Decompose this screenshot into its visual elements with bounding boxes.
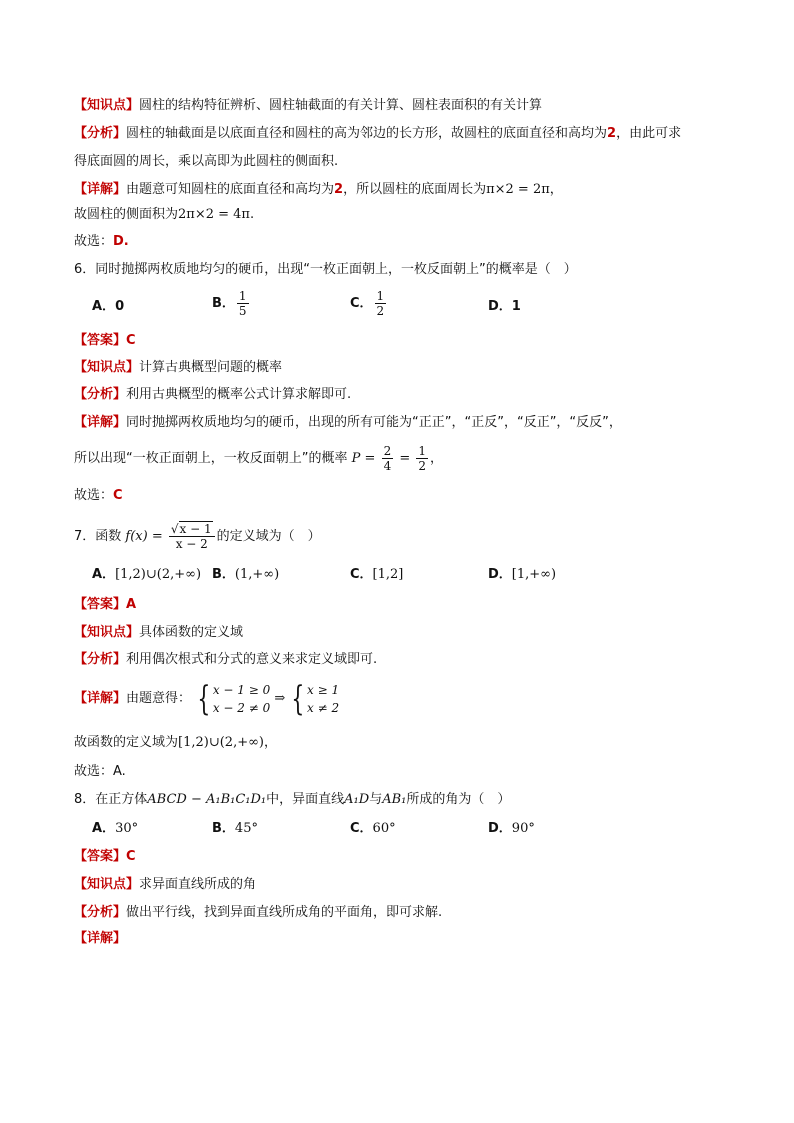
- knowledge-text: 圆柱的结构特征辨析、圆柱轴截面的有关计算、圆柱表面积的有关计算: [139, 98, 543, 113]
- q7-stem: [74, 522, 321, 551]
- q7-option-d[interactable]: [488, 566, 556, 584]
- option-value: 45°: [234, 821, 258, 836]
- q7-knowledge-line: [74, 624, 243, 642]
- answer-tag: 【答案】: [74, 849, 127, 864]
- detail-math-2: 2π×2 = 4π: [178, 207, 250, 222]
- analysis-tag: 【分析】: [74, 905, 127, 920]
- option-letter: B．: [212, 296, 235, 311]
- knowledge-tag: 【知识点】: [74, 360, 140, 375]
- q7-analysis-line: [74, 651, 377, 669]
- option-value: [1,+∞): [511, 567, 557, 582]
- q8-option-b[interactable]: [212, 820, 258, 838]
- stem-prefix: 8．在正方体: [74, 792, 148, 807]
- knowledge-tag: 【知识点】: [74, 98, 140, 113]
- detail-text: 同时抛掷两枚质地均匀的硬币，出现的所有可能为“正正”，“正反”，“反正”，“反反”，: [126, 415, 622, 430]
- q5-knowledge-line: [74, 97, 542, 115]
- inequality-system-1: x − 1 ≥ 0 x − 2 ≠ 0: [212, 682, 271, 715]
- fraction-2-4: $\frac{2}{4}$: [383, 444, 392, 473]
- q7-answer-line: [74, 596, 136, 614]
- option-value: 30°: [115, 821, 139, 836]
- analysis-text-cont: ，由此可求: [616, 126, 682, 141]
- stem-suffix: 所成的角为（ ）: [406, 792, 511, 807]
- q8-stem: [74, 791, 510, 809]
- option-letter: A．: [92, 567, 116, 582]
- fraction-1-2: $\frac{1}{2}$: [418, 444, 427, 473]
- left-brace: {: [197, 678, 211, 719]
- analysis-tag: 【分析】: [74, 126, 127, 141]
- answer-value: C: [126, 333, 136, 348]
- conclusion-math: [1,2)∪(2,+∞): [178, 735, 264, 750]
- choose-label: 故选：: [74, 234, 114, 249]
- line-ab1: AB₁: [382, 792, 407, 807]
- option-letter: B．: [212, 821, 235, 836]
- detail-tag: 【详解】: [74, 931, 127, 946]
- analysis-text: 做出平行线，找到异面直线所成角的平面角，即可求解.: [126, 905, 443, 920]
- option-letter: C．: [350, 821, 373, 836]
- function-expr: f(x) =: [125, 529, 163, 544]
- option-letter: C．: [350, 567, 373, 582]
- stem-mid2: 与: [369, 792, 383, 807]
- line-a1d: A₁D: [344, 792, 370, 807]
- conclusion-text: 故函数的定义域为: [74, 735, 179, 750]
- analysis-tag: 【分析】: [74, 652, 127, 667]
- detail-number: 2: [334, 182, 344, 197]
- q5-detail-line: [74, 181, 563, 199]
- q6-option-c[interactable]: [350, 289, 388, 318]
- equals-sign-2: =: [399, 451, 411, 466]
- knowledge-text: 计算古典概型问题的概率: [139, 360, 283, 375]
- q8-detail-line: [74, 930, 126, 948]
- option-letter: C．: [350, 296, 373, 311]
- q6-probability-line: [74, 444, 443, 473]
- q8-option-a[interactable]: [92, 820, 138, 838]
- stem-prefix: 7．函数: [74, 529, 122, 544]
- option-fraction: $\frac{1}{2}$: [376, 289, 385, 318]
- analysis-text-end: 得底面圆的周长，乘以高即为此圆柱的侧面积.: [74, 154, 339, 169]
- knowledge-text: 求异面直线所成的角: [139, 877, 257, 892]
- equals-sign: =: [364, 451, 376, 466]
- option-letter: B．: [212, 567, 235, 582]
- function-fraction: $\frac{√x - 1}{x - 2}$: [169, 522, 215, 551]
- detail-text: 由题意得：: [126, 691, 192, 706]
- detail-math: π×2 = 2π，: [486, 182, 563, 197]
- knowledge-tag: 【知识点】: [74, 625, 140, 640]
- q8-answer-line: [74, 848, 136, 866]
- detail-text-cont: ，所以圆柱的底面周长为: [343, 182, 487, 197]
- stem-mid: 中，异面直线: [266, 792, 345, 807]
- cube-name: ABCD − A₁B₁C₁D₁: [147, 792, 267, 807]
- detail-tag: 【详解】: [74, 182, 127, 197]
- q8-knowledge-line: [74, 876, 256, 894]
- q8-analysis-line: [74, 904, 442, 922]
- q7-choose-line: [74, 763, 126, 781]
- option-letter: D．: [488, 821, 512, 836]
- detail-text-2: 所以出现“一枚正面朝上，一枚反面朝上”的概率: [74, 451, 348, 466]
- q6-stem: 6．同时抛掷两枚质地均匀的硬币，出现“一枚正面朝上，一枚反面朝上”的概率是（ ）: [74, 262, 577, 277]
- option-letter: A．: [92, 299, 116, 314]
- q6-knowledge-line: [74, 359, 282, 377]
- option-letter: D．: [488, 567, 512, 582]
- analysis-number: 2: [607, 126, 617, 141]
- q6-option-b[interactable]: [212, 289, 251, 318]
- analysis-text: 利用古典概型的概率公式计算求解即可.: [126, 387, 352, 402]
- q7-option-c[interactable]: [350, 566, 403, 584]
- analysis-text: 圆柱的轴截面是以底面直径和圆柱的高为邻边的长方形，故圆柱的底面直径和高均为: [126, 126, 608, 141]
- option-value: [1,2]: [372, 567, 404, 582]
- q6-detail-line: [74, 414, 622, 432]
- comma: ，: [264, 735, 278, 750]
- analysis-tag: 【分析】: [74, 387, 127, 402]
- probability-var: P: [351, 451, 361, 466]
- choose-label: 故选：: [74, 488, 114, 503]
- detail-text-2: 故圆柱的侧面积为: [74, 207, 179, 222]
- choose-value: A.: [113, 764, 126, 779]
- option-letter: A．: [92, 821, 116, 836]
- q7-option-a[interactable]: [92, 566, 201, 584]
- analysis-text: 利用偶次根式和分式的意义来求定义域即可.: [126, 652, 378, 667]
- answer-tag: 【答案】: [74, 333, 127, 348]
- option-value: [1,2)∪(2,+∞): [115, 567, 202, 582]
- q6-option-d[interactable]: [488, 298, 521, 316]
- knowledge-tag: 【知识点】: [74, 877, 140, 892]
- q7-detail-line: [74, 680, 339, 718]
- q8-option-d[interactable]: [488, 820, 535, 838]
- detail-tag: 【详解】: [74, 691, 127, 706]
- comma: ，: [430, 451, 444, 466]
- choose-value: D.: [113, 234, 129, 249]
- inequality-system-2: x ≥ 1 x ≠ 2: [307, 682, 340, 715]
- option-value: 1: [511, 299, 521, 314]
- detail-period: .: [249, 207, 255, 222]
- left-brace-2: {: [291, 678, 305, 719]
- q8-option-c[interactable]: [350, 820, 396, 838]
- option-value: 0: [115, 299, 125, 314]
- detail-tag: 【详解】: [74, 415, 127, 430]
- q6-option-a[interactable]: [92, 298, 124, 316]
- option-fraction: $\frac{1}{5}$: [238, 289, 247, 318]
- option-value: 60°: [372, 821, 396, 836]
- detail-text: 由题意可知圆柱的底面直径和高均为: [126, 182, 335, 197]
- option-value: 90°: [511, 821, 535, 836]
- q5-analysis-line2: [74, 153, 338, 171]
- stem-suffix: 的定义域为（ ）: [216, 529, 321, 544]
- q6-answer-line: [74, 332, 136, 350]
- q5-analysis-line: [74, 125, 681, 143]
- q7-option-b[interactable]: [212, 566, 279, 584]
- choose-label: 故选：: [74, 764, 114, 779]
- q5-choose-line: [74, 233, 129, 251]
- answer-tag: 【答案】: [74, 597, 127, 612]
- choose-value: C: [113, 488, 123, 503]
- q5-detail-line2: [74, 206, 254, 224]
- knowledge-text: 具体函数的定义域: [139, 625, 244, 640]
- q6-choose-line: [74, 487, 123, 505]
- option-value: (1,+∞): [234, 567, 280, 582]
- q7-conclusion-line: [74, 734, 277, 752]
- option-letter: D．: [488, 299, 512, 314]
- answer-value: C: [126, 849, 136, 864]
- implies-arrow: ⇒: [274, 691, 286, 706]
- q6-analysis-line: [74, 386, 351, 404]
- answer-value: A: [126, 597, 137, 612]
